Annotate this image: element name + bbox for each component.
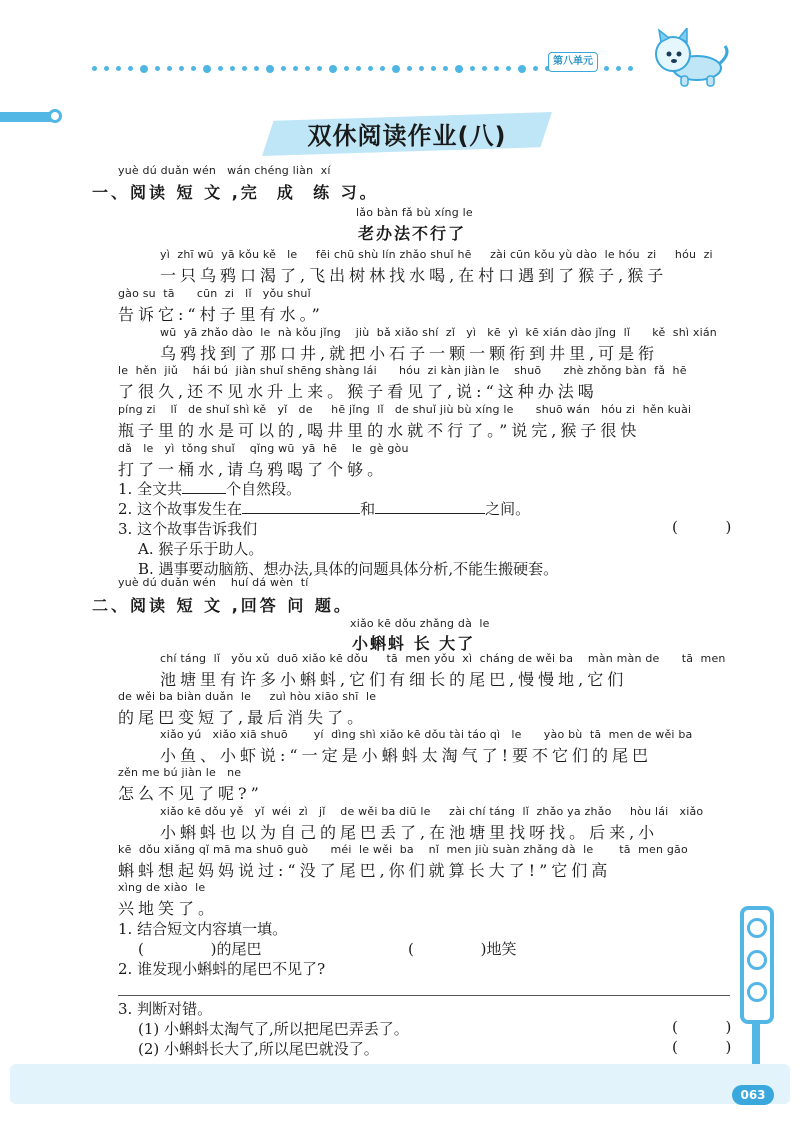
story1-line3-pinyin: wū yā zhǎo dào le nà kǒu jǐng jiù bǎ xiǎo shí zǐ yì kē yì kē xián dào jǐng lǐ kě shì xián [160,326,717,339]
story2-line6-pinyin: kē dǒu xiǎng qǐ mā ma shuō guò méi le wěi ba nǐ men jiù suàn zhǎng dà le tā men gāo [118,843,688,856]
s2-question-1: 1. 结合短文内容填一填。 [118,920,288,938]
story2-line5-pinyin: xiǎo kē dǒu yě yǐ wéi zì jǐ de wěi ba diū le zài chí táng lǐ zhǎo ya zhǎo hòu lái xiǎo [160,805,704,818]
s1-question-1: 1. 全文共 个自然段。 [118,480,302,498]
story2-line1: 池塘里有许多小蝌蚪,它们有细长的尾巴,慢慢地,它们 [160,670,628,689]
traffic-light-lamp [747,918,767,938]
s2-q3-item-1: (1) 小蝌蚪太淘气了,所以把尾巴弄丢了。 [138,1020,409,1038]
story1-line1-pinyin: yì zhī wū yā kǒu kě le fēi chū shù lín zhǎo shuǐ hē zài cūn kǒu yù dào le hóu zi hóu zi [160,248,713,261]
story2-line6: 蝌蚪想起妈妈说过:“没了尾巴,你们就算长大了!”它们高 [118,861,612,880]
story1-title: 老办法不行了 [358,224,467,243]
story2-line3: 小鱼、小虾说:“一定是小蝌蚪太淘气了!要不它们的尾巴 [160,746,653,765]
s2-q1-blank-a[interactable]: ( )的尾巴 [138,940,262,958]
story2-line3-pinyin: xiǎo yú xiǎo xiā shuō yí dìng shì xiǎo kē dǒu tài táo qì le yào bù tā men de wěi ba [160,728,693,741]
s1-q3-option-b: B. 遇事要动脑筋、想办法,具体的问题具体分析,不能生搬硬套。 [138,560,559,578]
left-accent-ring [48,109,62,123]
s1-q3-option-a: A. 猴子乐于助人。 [138,540,264,558]
story1-line6: 打了一桶水,请乌鸦喝了个够。 [118,460,388,479]
story2-line4-pinyin: zěn me bú jiàn le ne [118,766,242,779]
story2-line4: 怎么不见了呢?” [118,784,263,803]
s2-q3-item-2: (2) 小蝌蚪长大了,所以尾巴就没了。 [138,1040,379,1058]
page-title: 双休阅读作业(八) [307,122,507,150]
s1-question-2: 2. 这个故事发生在 和 之间。 [118,500,531,518]
story2-line7: 兴地笑了。 [118,899,219,918]
story1-line6-pinyin: dǎ le yì tǒng shuǐ qǐng wū yā hē le gè gòu [118,442,409,455]
story1-line3: 乌鸦找到了那口井,就把小石子一颗一颗衔到井里,可是衔 [160,344,659,363]
page-number: 063 [732,1085,774,1105]
s2-question-3: 3. 判断对错。 [118,1000,213,1018]
story2-line1-pinyin: chí táng lǐ yǒu xǔ duō xiǎo kē dǒu tā men yǒu xì cháng de wěi ba màn màn de tā men [160,652,726,665]
s2-q2-answer-line[interactable] [118,995,730,996]
story1-line1: 一只乌鸦口渴了,飞出树林找水喝,在村口遇到了猴子,猴子 [160,266,668,285]
s2-q1-blank-b[interactable]: ( )地笑 [408,940,517,958]
story2-line2-pinyin: de wěi ba biàn duǎn le zuì hòu xiāo shī le [118,690,377,703]
story2-line7-pinyin: xìng de xiào le [118,881,206,894]
story1-line4: 了很久,还不见水升上来。猴子看见了,说:“这种办法喝 [118,382,598,401]
story2-line5: 小蝌蚪也以为自己的尾巴丢了,在池塘里找呀找。后来,小 [160,823,659,842]
q1-blank[interactable] [182,479,226,494]
unit-label: 第八单元 [548,52,598,72]
section2-heading: 二、阅读 短 文 ,回答 问 题。 [92,596,353,615]
s2-q3-item-2-paren[interactable]: ( ) [672,1038,732,1056]
story2-title-pinyin: xiǎo kē dǒu zhǎng dà le [350,617,490,630]
dotted-rule [92,58,581,64]
s2-question-2: 2. 谁发现小蝌蚪的尾巴不见了? [118,960,326,978]
dotted-rule-right [604,58,640,64]
footer-band [10,1064,790,1104]
s1-question-3: 3. 这个故事告诉我们 [118,520,258,538]
story2-line2: 的尾巴变短了,最后消失了。 [118,708,368,727]
section1-pinyin: yuè dú duǎn wén wán chéng liàn xí [118,164,331,177]
story1-line5: 瓶子里的水是可以的,喝井里的水就不行了。”说完,猴子很快 [118,421,641,440]
section1-heading: 一、阅读 短 文 ,完 成 练 习。 [92,183,379,202]
story1-line5-pinyin: píng zi lǐ de shuǐ shì kě yǐ de hē jǐng lǐ de shuǐ jiù bù xíng le shuō wán hóu zi hěn kuài [118,403,692,416]
q2-blank-1[interactable] [242,499,360,514]
traffic-light-lamp [747,950,767,970]
story1-line2-pinyin: gào su tā cūn zi lǐ yǒu shuǐ [118,287,311,300]
story1-line2: 告诉它:“村子里有水。” [118,305,324,324]
puppy-mascot-icon [645,28,731,90]
s2-q3-item-1-paren[interactable]: ( ) [672,1018,732,1036]
q2-blank-2[interactable] [375,499,485,514]
section2-pinyin: yuè dú duǎn wén huí dá wèn tí [118,576,309,589]
s1-q3-answer-paren[interactable]: ( ) [672,518,732,536]
story1-title-pinyin: lǎo bàn fǎ bù xíng le [356,206,473,219]
story2-title: 小蝌蚪 长 大了 [352,634,476,653]
story1-line4-pinyin: le hěn jiǔ hái bú jiàn shuǐ shēng shàng lái hóu zi kàn jiàn le shuō zhè zhǒng bàn fǎ hē [118,364,687,377]
traffic-light-lamp [747,982,767,1002]
